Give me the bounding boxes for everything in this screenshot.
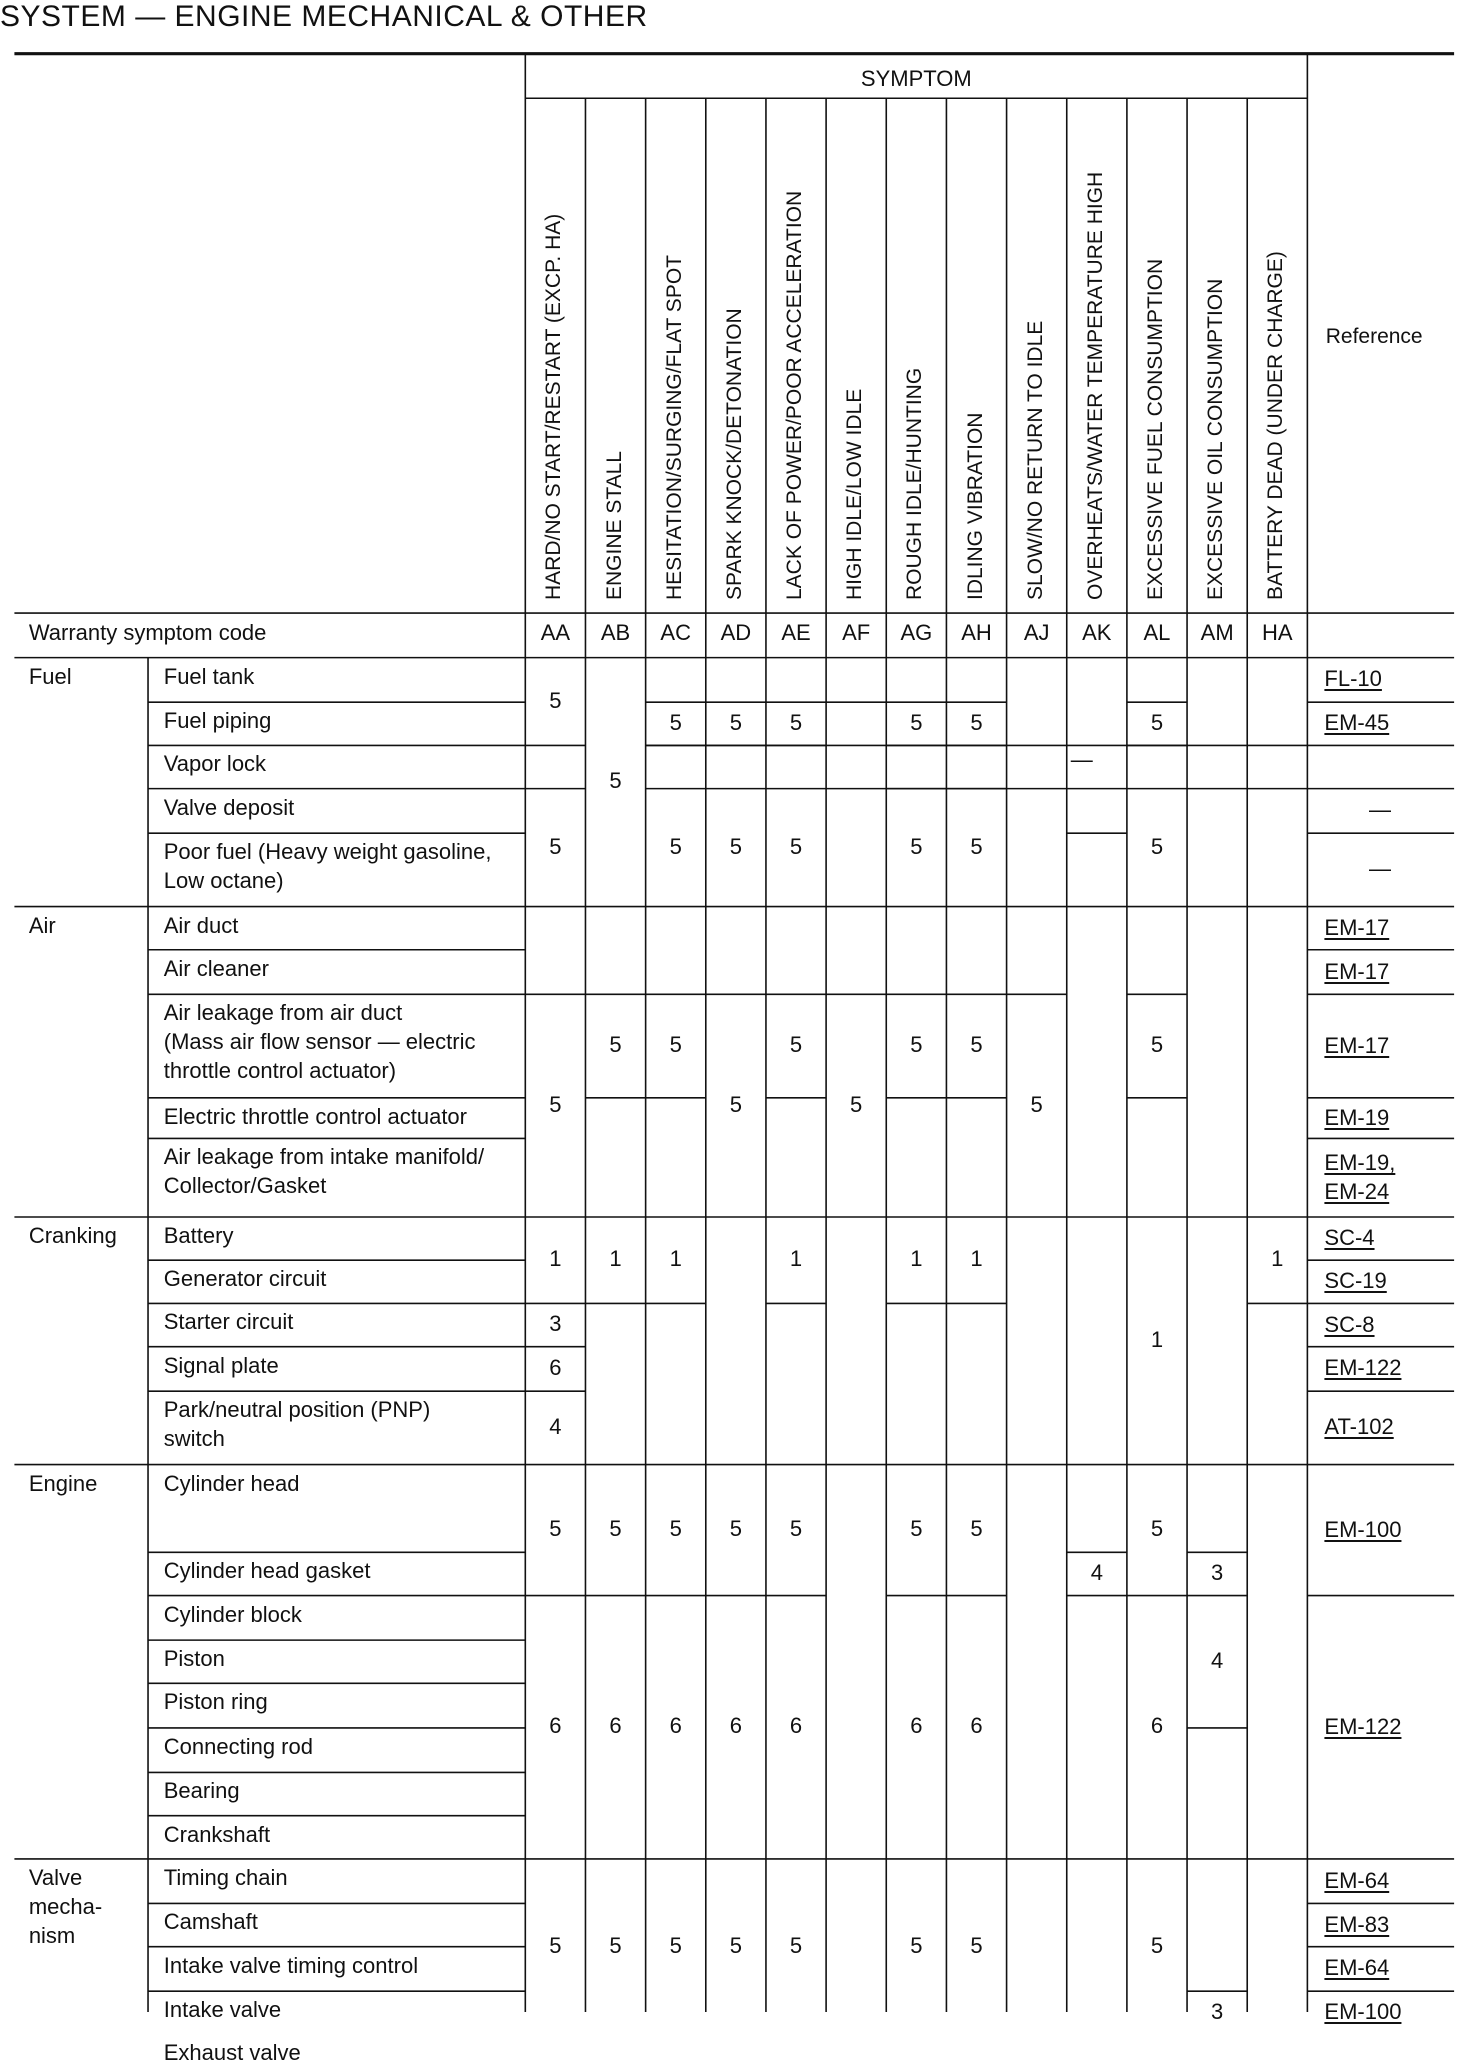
cell-value: 5 bbox=[910, 1032, 923, 1058]
reference-link[interactable]: SC-19 bbox=[1324, 1268, 1387, 1294]
symptom-code: AD bbox=[720, 619, 752, 645]
symptom-column-header: IDLING VIBRATION bbox=[963, 412, 987, 600]
cell-value: 5 bbox=[549, 1932, 562, 1958]
system-label: Fuel bbox=[28, 663, 72, 689]
symptom-code: AF bbox=[842, 619, 871, 645]
cell-value: 5 bbox=[789, 1932, 803, 1958]
cell-value: 5 bbox=[669, 833, 682, 859]
reference-link[interactable]: EM-64 bbox=[1324, 1955, 1390, 1981]
cell-value: 5 bbox=[609, 1932, 622, 1958]
item-label: Fuel tank bbox=[163, 663, 255, 689]
item-label: Electric throttle control actuator bbox=[163, 1103, 467, 1129]
cell-value: 5 bbox=[549, 687, 562, 713]
cell-value: 5 bbox=[970, 1032, 983, 1058]
cell-value: 6 bbox=[549, 1713, 562, 1739]
item-label: Crankshaft bbox=[163, 1821, 271, 1847]
cell-value: 5 bbox=[1030, 1091, 1043, 1117]
symptom-code: AK bbox=[1082, 619, 1112, 645]
item-label: Park/neutral position (PNP) switch bbox=[163, 1397, 431, 1452]
cell-value: 5 bbox=[1150, 833, 1164, 859]
cell-value: 5 bbox=[789, 709, 803, 735]
reference-link[interactable]: EM-64 bbox=[1324, 1867, 1390, 1893]
system-label: Air bbox=[28, 912, 56, 938]
reference-link[interactable]: EM-122 bbox=[1324, 1355, 1402, 1381]
cell-value: 5 bbox=[1150, 1516, 1164, 1542]
cell-value: 5 bbox=[910, 1516, 923, 1542]
reference-link[interactable]: EM-83 bbox=[1324, 1911, 1390, 1937]
symptom-code: AA bbox=[540, 619, 571, 645]
cell-value: 5 bbox=[729, 833, 742, 859]
symptom-column-header: SPARK KNOCK/DETONATION bbox=[722, 308, 746, 600]
symptom-code: AB bbox=[600, 619, 631, 645]
cell-value: 4 bbox=[1211, 1647, 1224, 1673]
item-label: Air cleaner bbox=[163, 955, 269, 981]
cell-value: 5 bbox=[549, 1516, 562, 1542]
reference-link[interactable]: EM-17 bbox=[1324, 914, 1390, 940]
symptom-code: AM bbox=[1200, 619, 1234, 645]
cell-value: 1 bbox=[789, 1246, 803, 1272]
item-label: Air leakage from air duct (Mass air flow sensor — electric throttle control actuator) bbox=[163, 1000, 476, 1084]
symptom-column-header: SLOW/NO RETURN TO IDLE bbox=[1023, 320, 1047, 600]
item-label: Signal plate bbox=[163, 1352, 279, 1378]
symptom-code: AJ bbox=[1023, 619, 1050, 645]
page-title: SYSTEM — ENGINE MECHANICAL & OTHER bbox=[0, 0, 648, 33]
cell-value: 1 bbox=[549, 1246, 562, 1272]
cell-value: 5 bbox=[729, 1091, 742, 1117]
dash-mark: — bbox=[1368, 796, 1391, 822]
cell-value: 6 bbox=[910, 1713, 923, 1739]
symptom-column-header: ENGINE STALL bbox=[602, 450, 626, 600]
system-label: Cranking bbox=[28, 1222, 117, 1248]
cell-value: 5 bbox=[609, 1032, 622, 1058]
item-label: Vapor lock bbox=[163, 751, 267, 777]
cell-value: 5 bbox=[970, 833, 983, 859]
symptom-code: AE bbox=[781, 619, 811, 645]
cell-value: 5 bbox=[850, 1091, 863, 1117]
cell-value: 6 bbox=[549, 1354, 562, 1380]
cell-value: 1 bbox=[1150, 1326, 1164, 1352]
item-label: Bearing bbox=[163, 1778, 240, 1804]
reference-link[interactable]: EM-100 bbox=[1324, 1999, 1402, 2025]
cell-value: 6 bbox=[970, 1713, 983, 1739]
symptom-column-header: OVERHEATS/WATER TEMPERATURE HIGH bbox=[1083, 171, 1107, 600]
cell-value: 5 bbox=[910, 709, 923, 735]
cell-value: 4 bbox=[1090, 1559, 1103, 1585]
cell-value: 6 bbox=[729, 1713, 742, 1739]
item-label: Battery bbox=[163, 1222, 234, 1248]
cell-value: 6 bbox=[1150, 1713, 1164, 1739]
reference-header: Reference bbox=[1325, 324, 1423, 348]
item-label: Fuel piping bbox=[163, 708, 272, 734]
cell-value: 5 bbox=[789, 1516, 803, 1542]
symptom-code: AG bbox=[900, 619, 933, 645]
cell-value: 3 bbox=[1211, 1998, 1224, 2024]
cell-value: 1 bbox=[910, 1246, 923, 1272]
cell-value: 5 bbox=[970, 1932, 983, 1958]
cell-value: 6 bbox=[789, 1713, 803, 1739]
cell-value: 5 bbox=[1150, 1032, 1164, 1058]
cell-value: 5 bbox=[549, 833, 562, 859]
cell-value: 5 bbox=[729, 1516, 742, 1542]
item-label: Exhaust valve bbox=[163, 2040, 301, 2066]
cell-value: 5 bbox=[669, 709, 682, 735]
cell-value: 1 bbox=[609, 1246, 622, 1272]
cell-value: 5 bbox=[609, 1516, 622, 1542]
reference-link[interactable]: EM-17 bbox=[1324, 958, 1390, 984]
symptom-column-header: EXCESSIVE OIL CONSUMPTION bbox=[1204, 278, 1228, 600]
symptom-column-header: LACK OF POWER/POOR ACCELERATION bbox=[783, 190, 807, 600]
symptom-code: AL bbox=[1143, 619, 1171, 645]
cell-value: 1 bbox=[669, 1246, 682, 1272]
item-label: Generator circuit bbox=[163, 1266, 327, 1292]
cell-value: 5 bbox=[669, 1516, 682, 1542]
cell-value: 5 bbox=[549, 1091, 562, 1117]
symptom-column-header: ROUGH IDLE/HUNTING bbox=[903, 367, 927, 600]
symptom-column-header: HESITATION/SURGING/FLAT SPOT bbox=[662, 254, 686, 600]
reference-link[interactable]: EM-122 bbox=[1324, 1713, 1402, 1739]
reference-link[interactable]: EM-45 bbox=[1324, 710, 1390, 736]
cell-value: 5 bbox=[1150, 1932, 1164, 1958]
symptom-column-header: EXCESSIVE FUEL CONSUMPTION bbox=[1143, 258, 1167, 600]
item-label: Poor fuel (Heavy weight gasoline, Low octane) bbox=[163, 839, 492, 894]
cell-value: 5 bbox=[669, 1032, 682, 1058]
system-label: Engine bbox=[28, 1470, 98, 1496]
reference-link[interactable]: SC-8 bbox=[1324, 1311, 1375, 1337]
item-label: Cylinder block bbox=[163, 1601, 302, 1627]
item-label: Timing chain bbox=[163, 1864, 288, 1890]
reference-link[interactable]: FL-10 bbox=[1324, 666, 1382, 692]
reference-link[interactable]: SC-4 bbox=[1324, 1225, 1375, 1251]
cell-value: 5 bbox=[729, 709, 742, 735]
symptom-header: SYMPTOM bbox=[860, 65, 972, 91]
item-label: Intake valve bbox=[163, 1997, 282, 2023]
cell-value: 5 bbox=[970, 1516, 983, 1542]
reference-link[interactable]: EM-19 bbox=[1324, 1104, 1390, 1130]
item-label: Valve deposit bbox=[163, 794, 295, 820]
cell-value: 5 bbox=[669, 1932, 682, 1958]
reference-link[interactable]: EM-100 bbox=[1324, 1516, 1402, 1542]
item-label: Piston bbox=[163, 1646, 225, 1672]
reference-link[interactable]: AT-102 bbox=[1324, 1414, 1394, 1440]
cell-value: 5 bbox=[789, 833, 803, 859]
cell-value: 6 bbox=[669, 1713, 682, 1739]
cell-value: 4 bbox=[549, 1413, 562, 1439]
cell-value: 1 bbox=[970, 1246, 983, 1272]
symptom-column-header: BATTERY DEAD (UNDER CHARGE) bbox=[1264, 251, 1288, 600]
cell-value: 5 bbox=[970, 709, 983, 735]
cell-value: 5 bbox=[910, 1932, 923, 1958]
item-label: Intake valve timing control bbox=[163, 1952, 419, 1978]
item-label: Starter circuit bbox=[163, 1309, 294, 1335]
reference-link[interactable]: EM-17 bbox=[1324, 1032, 1390, 1058]
item-label: Piston ring bbox=[163, 1689, 268, 1715]
dash-mark: — bbox=[1368, 855, 1391, 881]
cell-value: 5 bbox=[729, 1932, 742, 1958]
symptom-code: AC bbox=[660, 619, 691, 645]
item-label: Air duct bbox=[163, 912, 239, 938]
cell-value: 6 bbox=[609, 1713, 622, 1739]
item-label: Air leakage from intake manifold/ Collector/Gasket bbox=[163, 1144, 485, 1199]
reference-link[interactable]: EM-19, EM-24 bbox=[1324, 1149, 1396, 1204]
cell-value: 3 bbox=[1211, 1559, 1224, 1585]
cell-value: 5 bbox=[910, 833, 923, 859]
symptom-code: AH bbox=[961, 619, 992, 645]
dash-mark: — bbox=[1070, 747, 1093, 773]
symptom-column-header: HARD/NO START/RESTART (EXCP. HA) bbox=[542, 213, 566, 600]
cell-value: 5 bbox=[609, 768, 622, 794]
item-label: Cylinder head gasket bbox=[163, 1558, 371, 1584]
item-label: Connecting rod bbox=[163, 1733, 313, 1759]
cell-value: 1 bbox=[1271, 1246, 1284, 1272]
item-label: Camshaft bbox=[163, 1909, 258, 1935]
item-label: Cylinder head bbox=[163, 1470, 300, 1496]
cell-value: 5 bbox=[789, 1032, 803, 1058]
symptom-column-header: HIGH IDLE/LOW IDLE bbox=[843, 388, 867, 600]
cell-value: 3 bbox=[549, 1311, 562, 1337]
code-row-label: Warranty symptom code bbox=[28, 619, 267, 645]
cell-value: 5 bbox=[1150, 709, 1164, 735]
symptom-code: HA bbox=[1262, 619, 1293, 645]
system-label: Valve mecha- nism bbox=[28, 1864, 103, 1948]
